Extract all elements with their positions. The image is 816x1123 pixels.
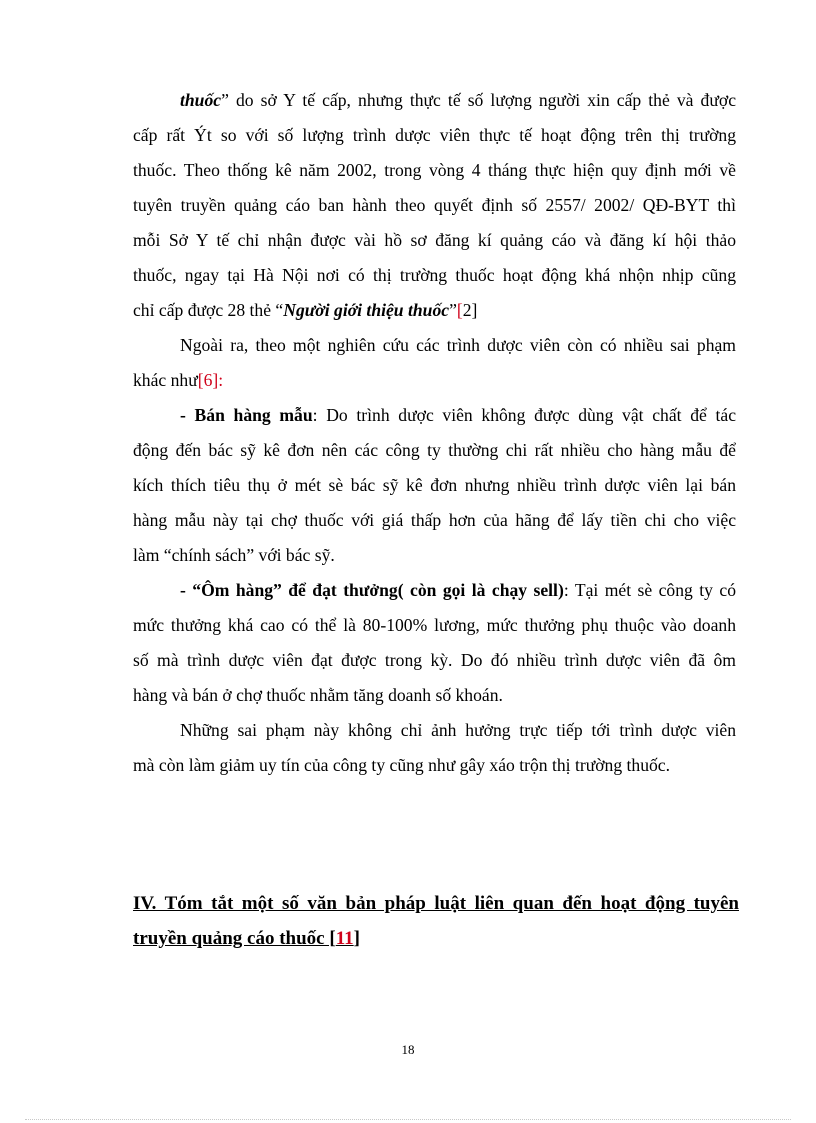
text-span: ” — [449, 300, 457, 320]
para3-line4: hàng mẫu này tại chợ thuốc với giá thấp hơn của hãng để lấy tiền chi cho việc — [133, 510, 736, 530]
text-span: khác như — [133, 370, 198, 390]
citation-bracket: ] — [471, 300, 478, 320]
page-number: 18 — [401, 1042, 415, 1057]
section-heading-line1: IV. Tóm tắt một số văn bản pháp luật liên quan đến hoạt động tuyên — [133, 893, 739, 914]
emphasis-text: thuốc — [180, 90, 222, 110]
para5-line2: mà còn làm giảm uy tín của công ty cũng như gây xáo trộn thị trường thuốc. — [133, 755, 671, 775]
text-span: : Tại mét sè công ty có — [563, 580, 736, 600]
para2-line1: Ngoài ra, theo một nghiên cứu các trình dược viên còn có nhiều sai phạm — [180, 335, 736, 355]
para1-line3: thuốc. Theo thống kê năm 2002, trong vòng 4 tháng thực hiện quy định mới về — [133, 160, 736, 180]
para5-line1: Những sai phạm này không chỉ ảnh hưởng trực tiếp tới trình dược viên — [180, 720, 736, 740]
para3-line2: động đến bác sỹ kê đơn nên các công ty thường chi rất nhiều cho hàng mẫu để — [133, 440, 736, 460]
para1-line5: mỗi Sở Y tế chỉ nhận được vài hồ sơ đăng kí quảng cáo và đăng kí hội thảo — [133, 230, 736, 250]
citation-number: 11 — [335, 928, 354, 949]
page-bottom-divider — [25, 1119, 791, 1120]
text-span: ] — [353, 928, 360, 949]
para1-line6: thuốc, ngay tại Hà Nội nơi có thị trường thuốc hoạt động khá nhộn nhịp cũng — [133, 265, 736, 285]
text-span: chỉ cấp được 28 thẻ “ — [133, 300, 284, 320]
bold-term: - “Ôm hàng” để đạt thưởng( còn gọi là chạy sell) — [180, 580, 564, 600]
para3-line5: làm “chính sách” với bác sỹ. — [133, 545, 335, 565]
text-span: truyền quảng cáo thuốc [ — [133, 928, 336, 949]
para1-line1 — [180, 88, 736, 112]
text-span: : Do trình dược viên không được dùng vật chất để tác — [312, 405, 737, 425]
emphasis-text: Người giới thiệu thuốc — [283, 300, 450, 320]
para4-line3: số mà trình dược viên đạt được trong kỳ. Do đó nhiều trình dược viên đã ôm — [133, 650, 736, 670]
citation-bracket: [ — [456, 300, 463, 320]
para4-line4: hàng và bán ở chợ thuốc nhằm tăng doanh số khoán. — [133, 685, 503, 705]
para1-line2: cấp rất Ýt so với số lượng trình dược viên thực tế hoạt động trên thị trường — [133, 125, 736, 145]
para1-line7 — [133, 298, 477, 322]
para4-line2: mức thưởng khá cao có thể là 80-100% lương, mức thưởng phụ thuộc vào doanh — [133, 615, 736, 635]
citation-number: 2 — [462, 300, 472, 320]
text-span: ” do sở Y tế cấp, nhưng thực tế số lượng người xin cấp thẻ và được — [221, 90, 736, 110]
section-heading-line2 — [133, 927, 360, 951]
para2-line2 — [133, 368, 223, 392]
para4-line1 — [180, 578, 736, 602]
citation-ref: [6]: — [197, 370, 224, 390]
para3-line3: kích thích tiêu thụ ở mét sè bác sỹ kê đơn nhưng nhiều trình dược viên lại bán — [133, 475, 736, 495]
bullet-dash: - — [180, 405, 186, 425]
bold-term: Bán hàng mẫu — [194, 405, 313, 425]
para3-line1 — [180, 403, 736, 427]
para1-line4: tuyên truyền quảng cáo ban hành theo quyết định số 2557/ 2002/ QĐ-BYT thì — [133, 195, 736, 215]
